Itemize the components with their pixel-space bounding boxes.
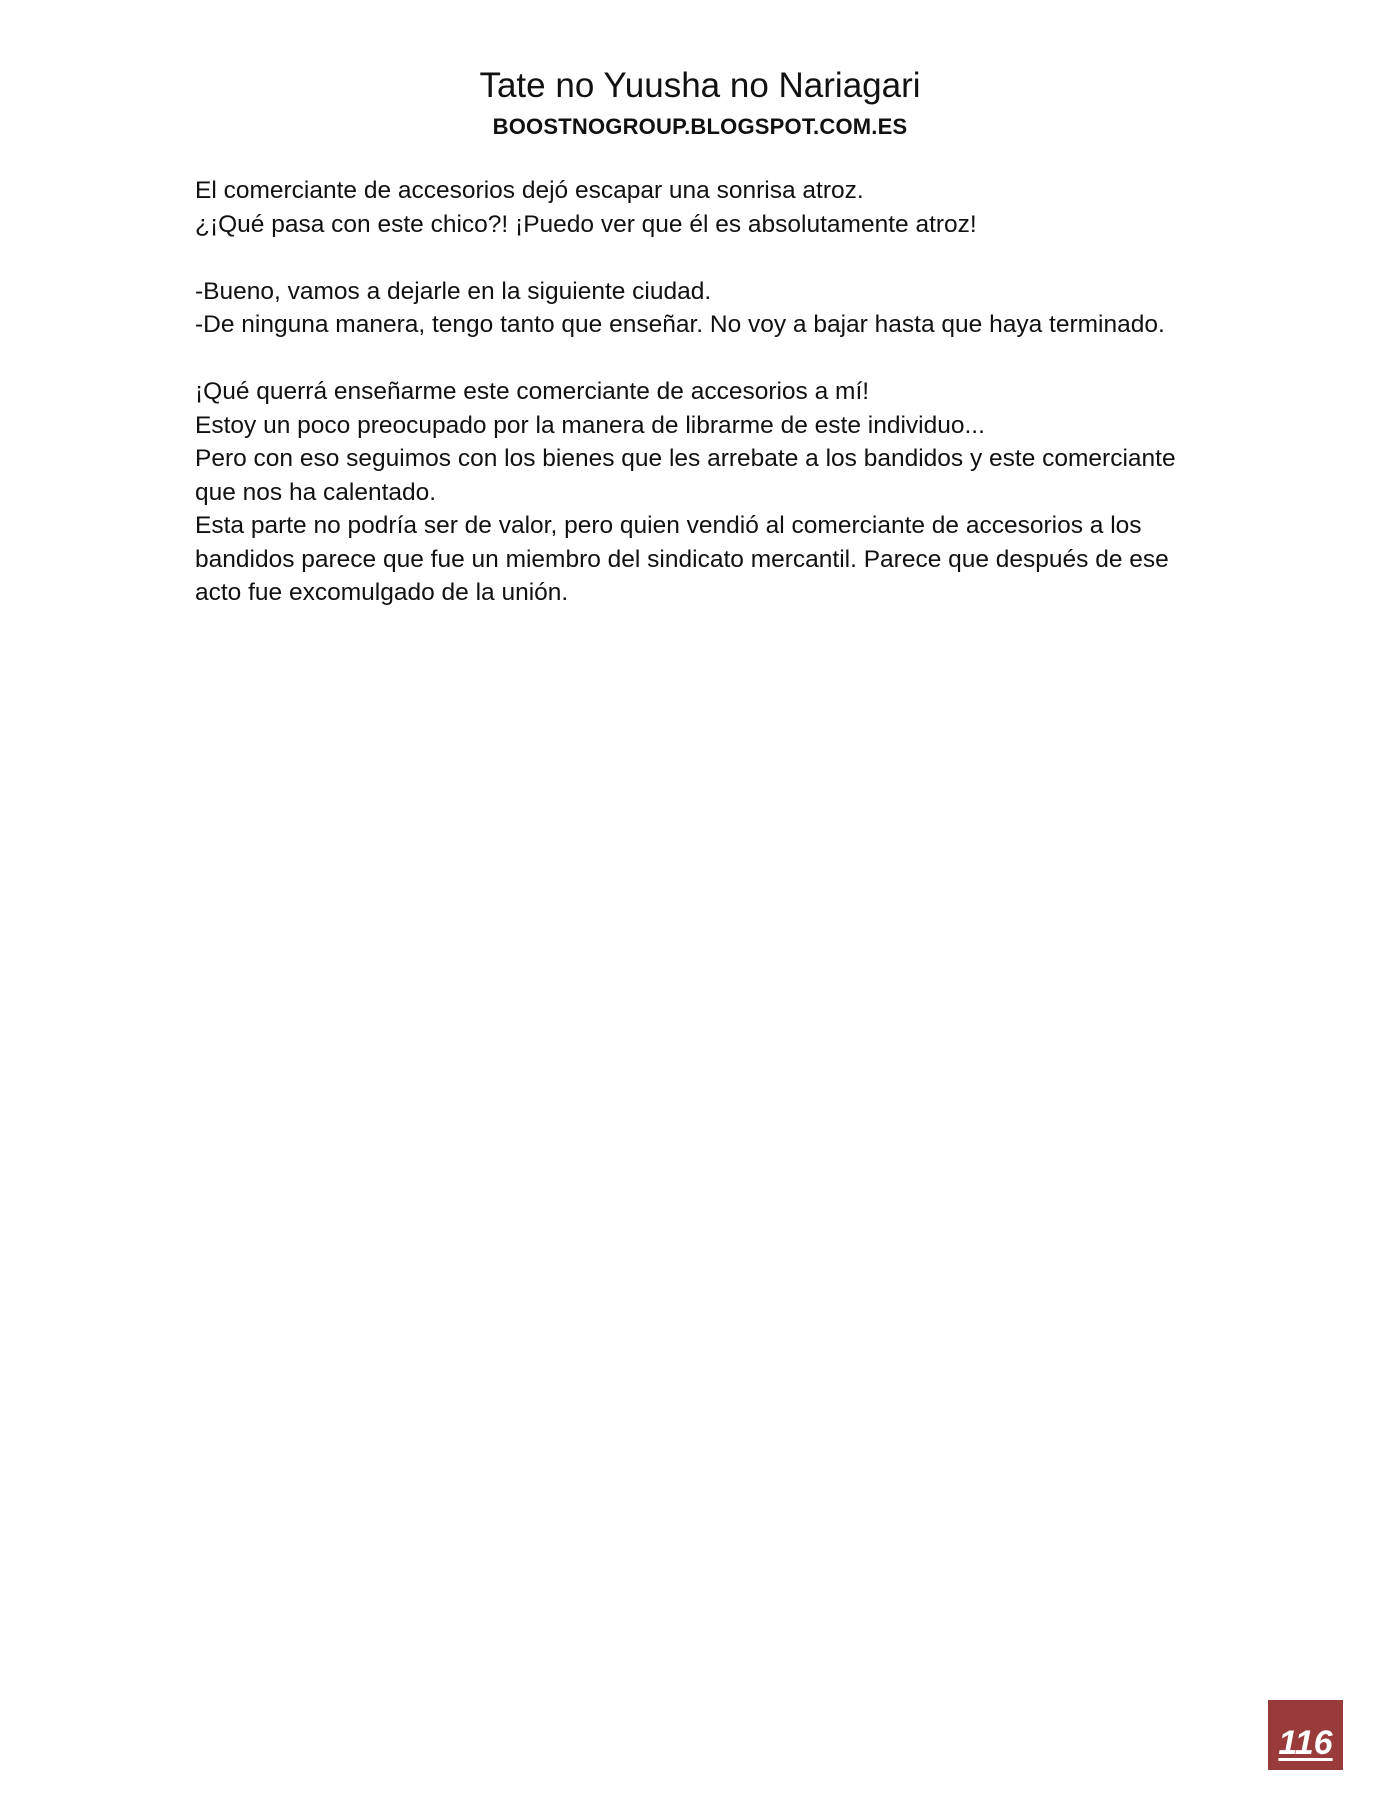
text-line: acto fue excomulgado de la unión. — [195, 579, 569, 606]
text-line: ¡Qué querrá enseñarme este comerciante de accesorios a mí! — [195, 378, 870, 405]
text-line: Pero con eso seguimos con los bienes que les arrebate a los bandidos y este comerciante — [195, 445, 1176, 472]
page-number-badge — [1268, 1700, 1343, 1770]
page-number: 116 — [1278, 1724, 1333, 1762]
page-header — [0, 62, 1400, 142]
text-line: bandidos parece que fue un miembro del sindicato mercantil. Parece que después de ese — [195, 545, 1169, 573]
text-line: El comerciante de accesorios dejó escapar una sonrisa atroz. — [195, 177, 864, 204]
paragraph-3 — [195, 375, 1215, 610]
site-url: BOOSTNOGROUP.BLOGSPOT.COM.ES — [492, 114, 908, 139]
text-line: que nos ha calentado. — [195, 478, 437, 506]
paragraph-1 — [195, 174, 1215, 241]
text-line: -De ninguna manera, tengo tanto que enseñar. No voy a bajar hasta que haya terminado. — [195, 311, 1165, 338]
book-title: Tate no Yuusha no Nariagari — [479, 66, 921, 105]
text-line: -Bueno, vamos a dejarle en la siguiente ciudad. — [195, 277, 712, 305]
text-line: ¿¡Qué pasa con este chico?! ¡Puedo ver que él es absolutamente atroz! — [195, 210, 977, 238]
text-line: Estoy un poco preocupado por la manera de librarme de este individuo... — [195, 411, 985, 439]
body-text — [195, 174, 1215, 610]
text-line: Esta parte no podría ser de valor, pero quien vendió al comerciante de accesorios a los — [195, 512, 1142, 539]
paragraph-2 — [195, 275, 1215, 342]
